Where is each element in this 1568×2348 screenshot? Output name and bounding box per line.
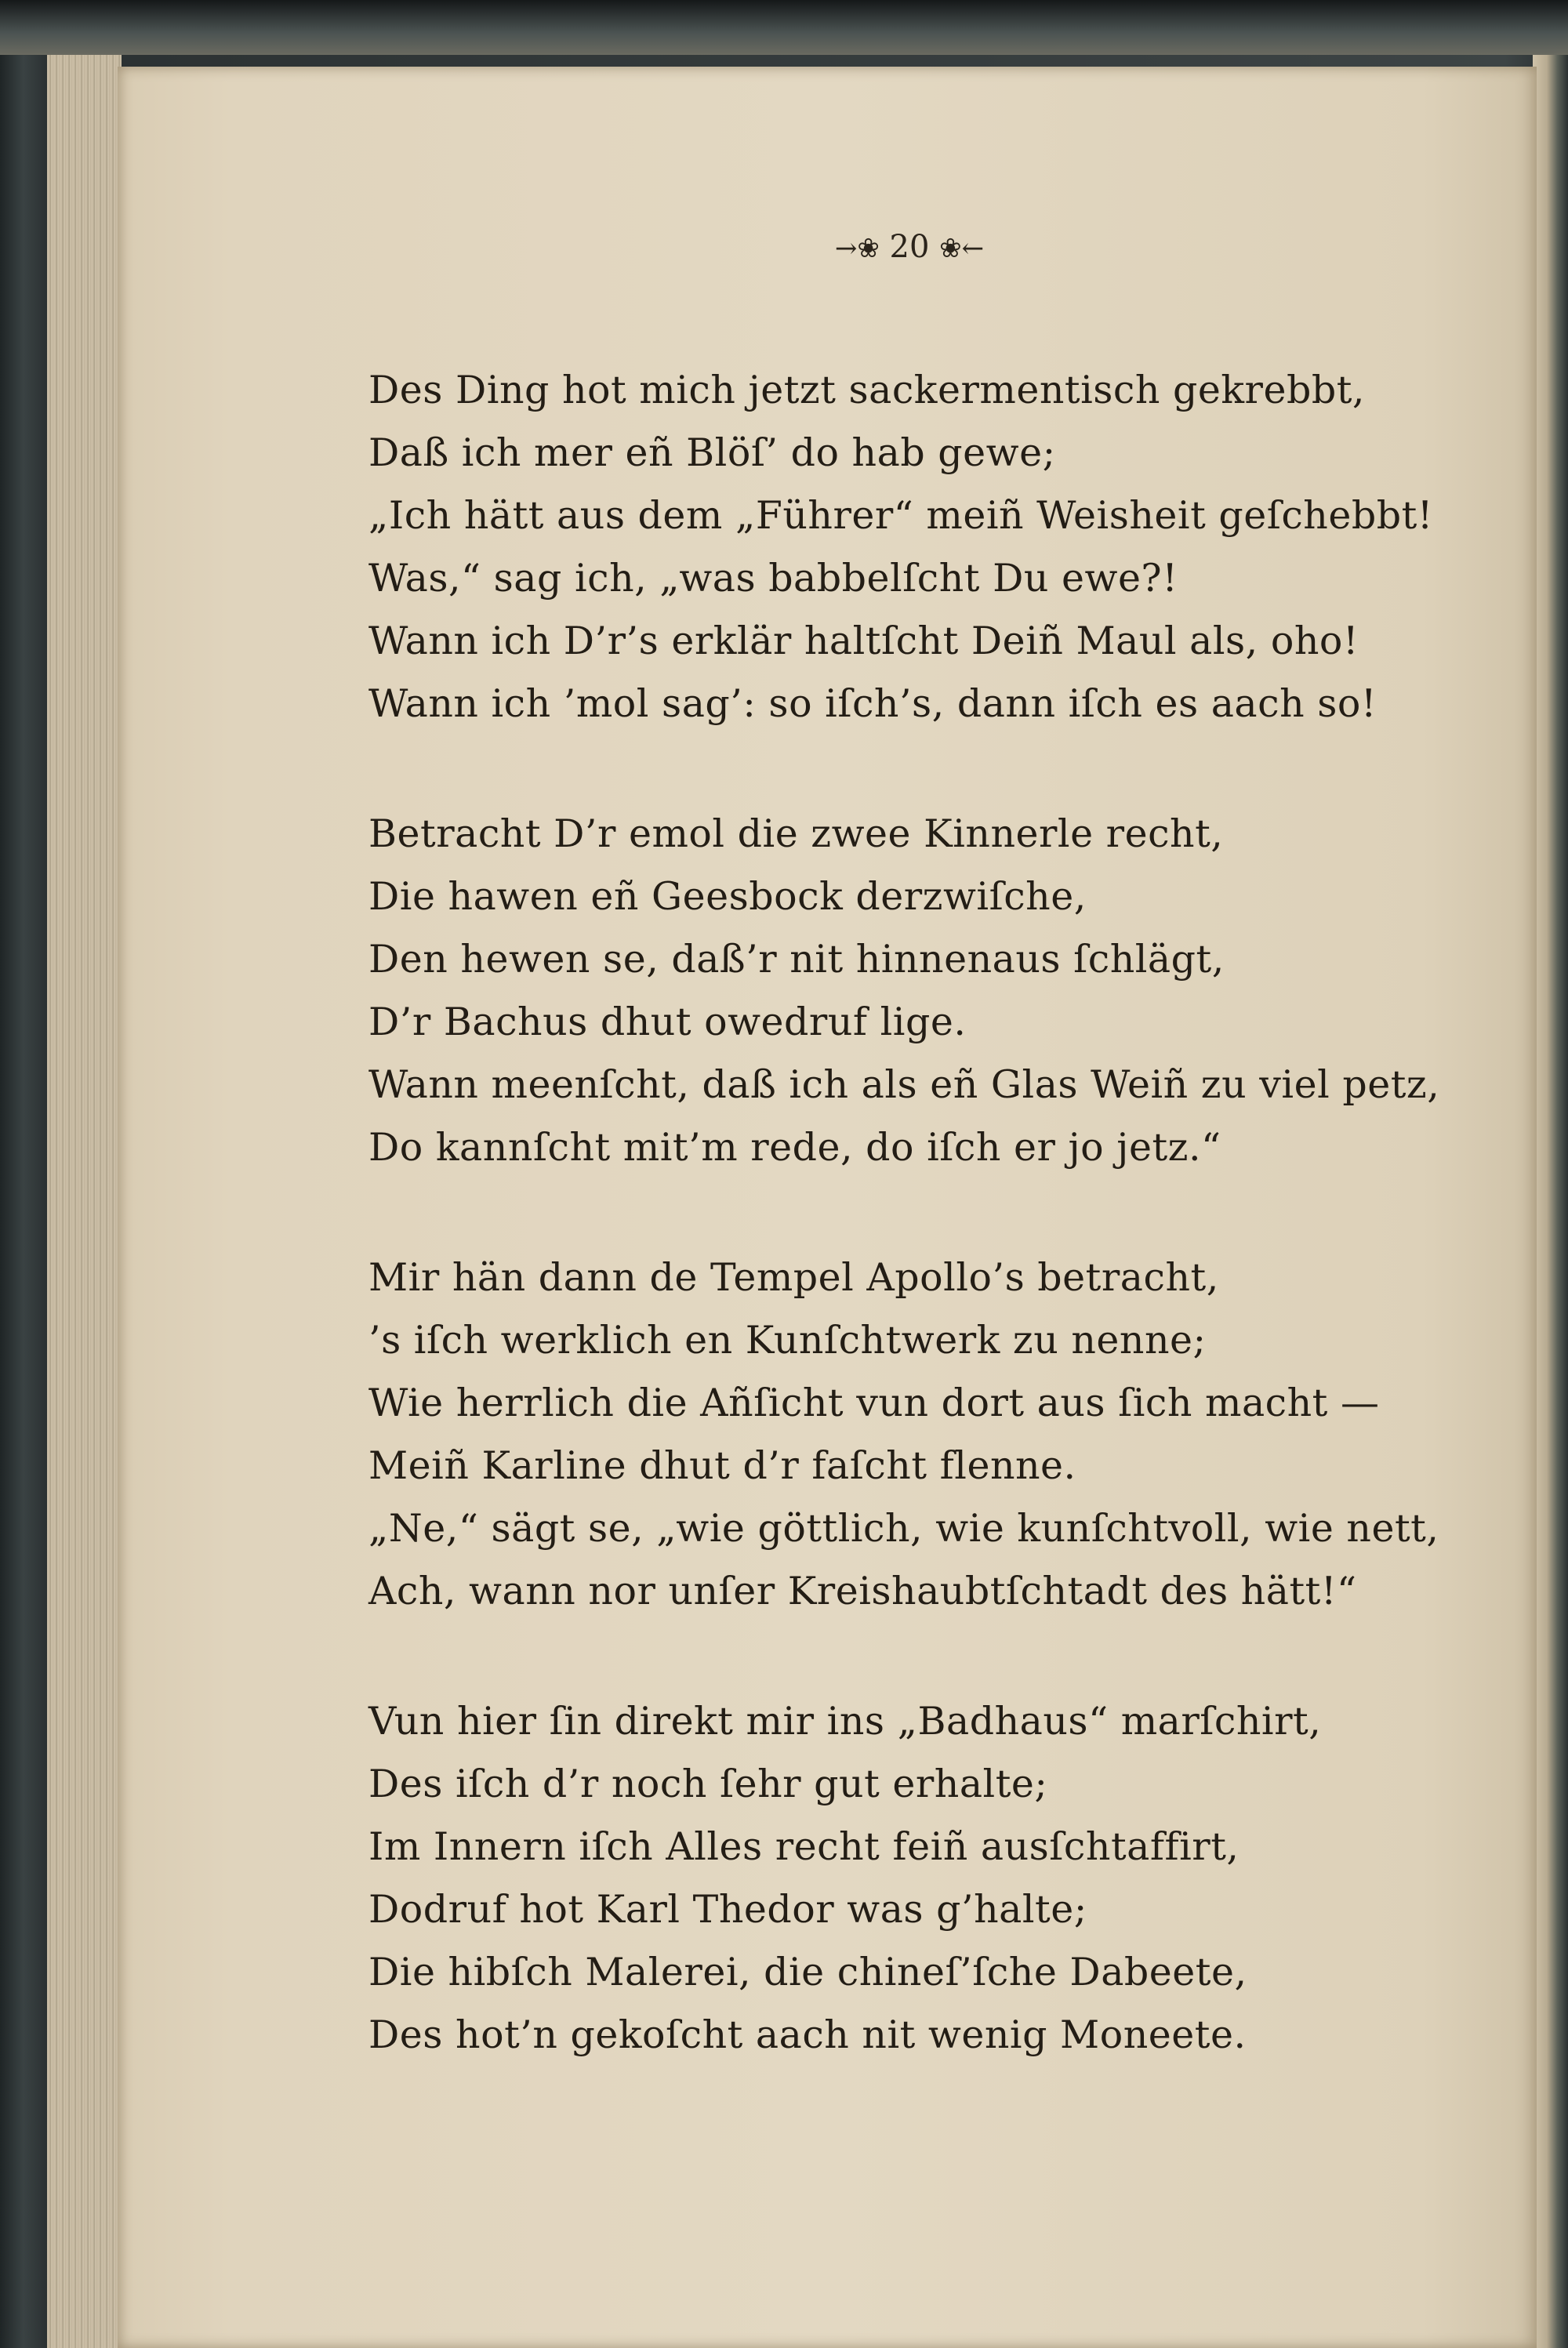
ornament-left: →❀ bbox=[834, 233, 880, 264]
stanza-3 bbox=[368, 1247, 1482, 1623]
stanza-4 bbox=[368, 1690, 1482, 2067]
poem-line: Wann ich ’mol sag’: so iſch’s, dann iſch es aach so! bbox=[368, 681, 1377, 726]
poem-line: Des iſch d’r noch ſehr gut erhalte; bbox=[368, 1762, 1048, 1806]
page-edge-right bbox=[1533, 55, 1568, 2348]
poem-line: Daß ich mer eñ Blöſ’ do hab gewe; bbox=[368, 430, 1056, 475]
poem-line: „Ich hätt aus dem „Führer“ meiñ Weisheit geſchebbt! bbox=[368, 493, 1433, 538]
stanza-1 bbox=[368, 359, 1482, 735]
poem-line: Im Innern iſch Alles recht feiñ ausſchtaffirt, bbox=[368, 1824, 1240, 1869]
poem-line: Do kannſcht mit’m rede, do iſch er jo jetz.“ bbox=[368, 1125, 1221, 1170]
poem-line: Meiñ Karline dhut d’r faſcht flenne. bbox=[368, 1443, 1076, 1488]
poem-line: ’s iſch werklich en Kunſchtwerk zu nenne; bbox=[368, 1318, 1207, 1363]
poem-line: Wann meenſcht, daß ich als eñ Glas Weiñ zu viel petz, bbox=[368, 1062, 1440, 1107]
poem-line: Betracht D’r emol die zwee Kinnerle recht, bbox=[368, 811, 1224, 856]
ornament-right: ❀← bbox=[939, 233, 985, 264]
poem-line: D’r Bachus dhut owedruf lige. bbox=[368, 1000, 967, 1044]
page-edges-left bbox=[47, 55, 122, 2348]
book-cover-edge bbox=[0, 0, 1568, 55]
stanza-2 bbox=[368, 803, 1482, 1179]
poem-line: Die hibſch Malerei, die chineſ’ſche Dabeete, bbox=[368, 1950, 1247, 1994]
poem-line: Dodruf hot Karl Thedor was g’halte; bbox=[368, 1887, 1087, 1932]
poem-line: Die hawen eñ Geesbock derzwiſche, bbox=[368, 874, 1087, 919]
poem-line: Des Ding hot mich jetzt sackermentisch gekrebbt, bbox=[368, 368, 1365, 412]
poem-line: Ach, wann nor unſer Kreishaubtſchtadt des hätt!“ bbox=[368, 1569, 1357, 1613]
page-number: 20 bbox=[889, 229, 930, 265]
poem-line: Was,“ sag ich, „was babbelſcht Du ewe?! bbox=[368, 556, 1178, 601]
poem-line: Wie herrlich die Añſicht vun dort aus ſich macht — bbox=[368, 1381, 1380, 1425]
poem-line: „Ne,“ sägt se, „wie göttlich, wie kunſchtvoll, wie nett, bbox=[368, 1506, 1439, 1551]
poem-line: Den hewen se, daß’r nit hinnenaus ſchlägt, bbox=[368, 937, 1225, 982]
poem-body bbox=[368, 359, 1482, 2067]
poem-line: Des hot’n gekoſcht aach nit wenig Moneete. bbox=[368, 2012, 1247, 2057]
page-number-header bbox=[800, 223, 1019, 270]
poem-line: Mir hän dann de Tempel Apollo’s betracht, bbox=[368, 1255, 1219, 1300]
poem-line: Wann ich D’r’s erklär haltſcht Deiñ Maul als, oho! bbox=[368, 619, 1359, 663]
poem-line: Vun hier ſin direkt mir ins „Badhaus“ marſchirt, bbox=[368, 1699, 1322, 1744]
